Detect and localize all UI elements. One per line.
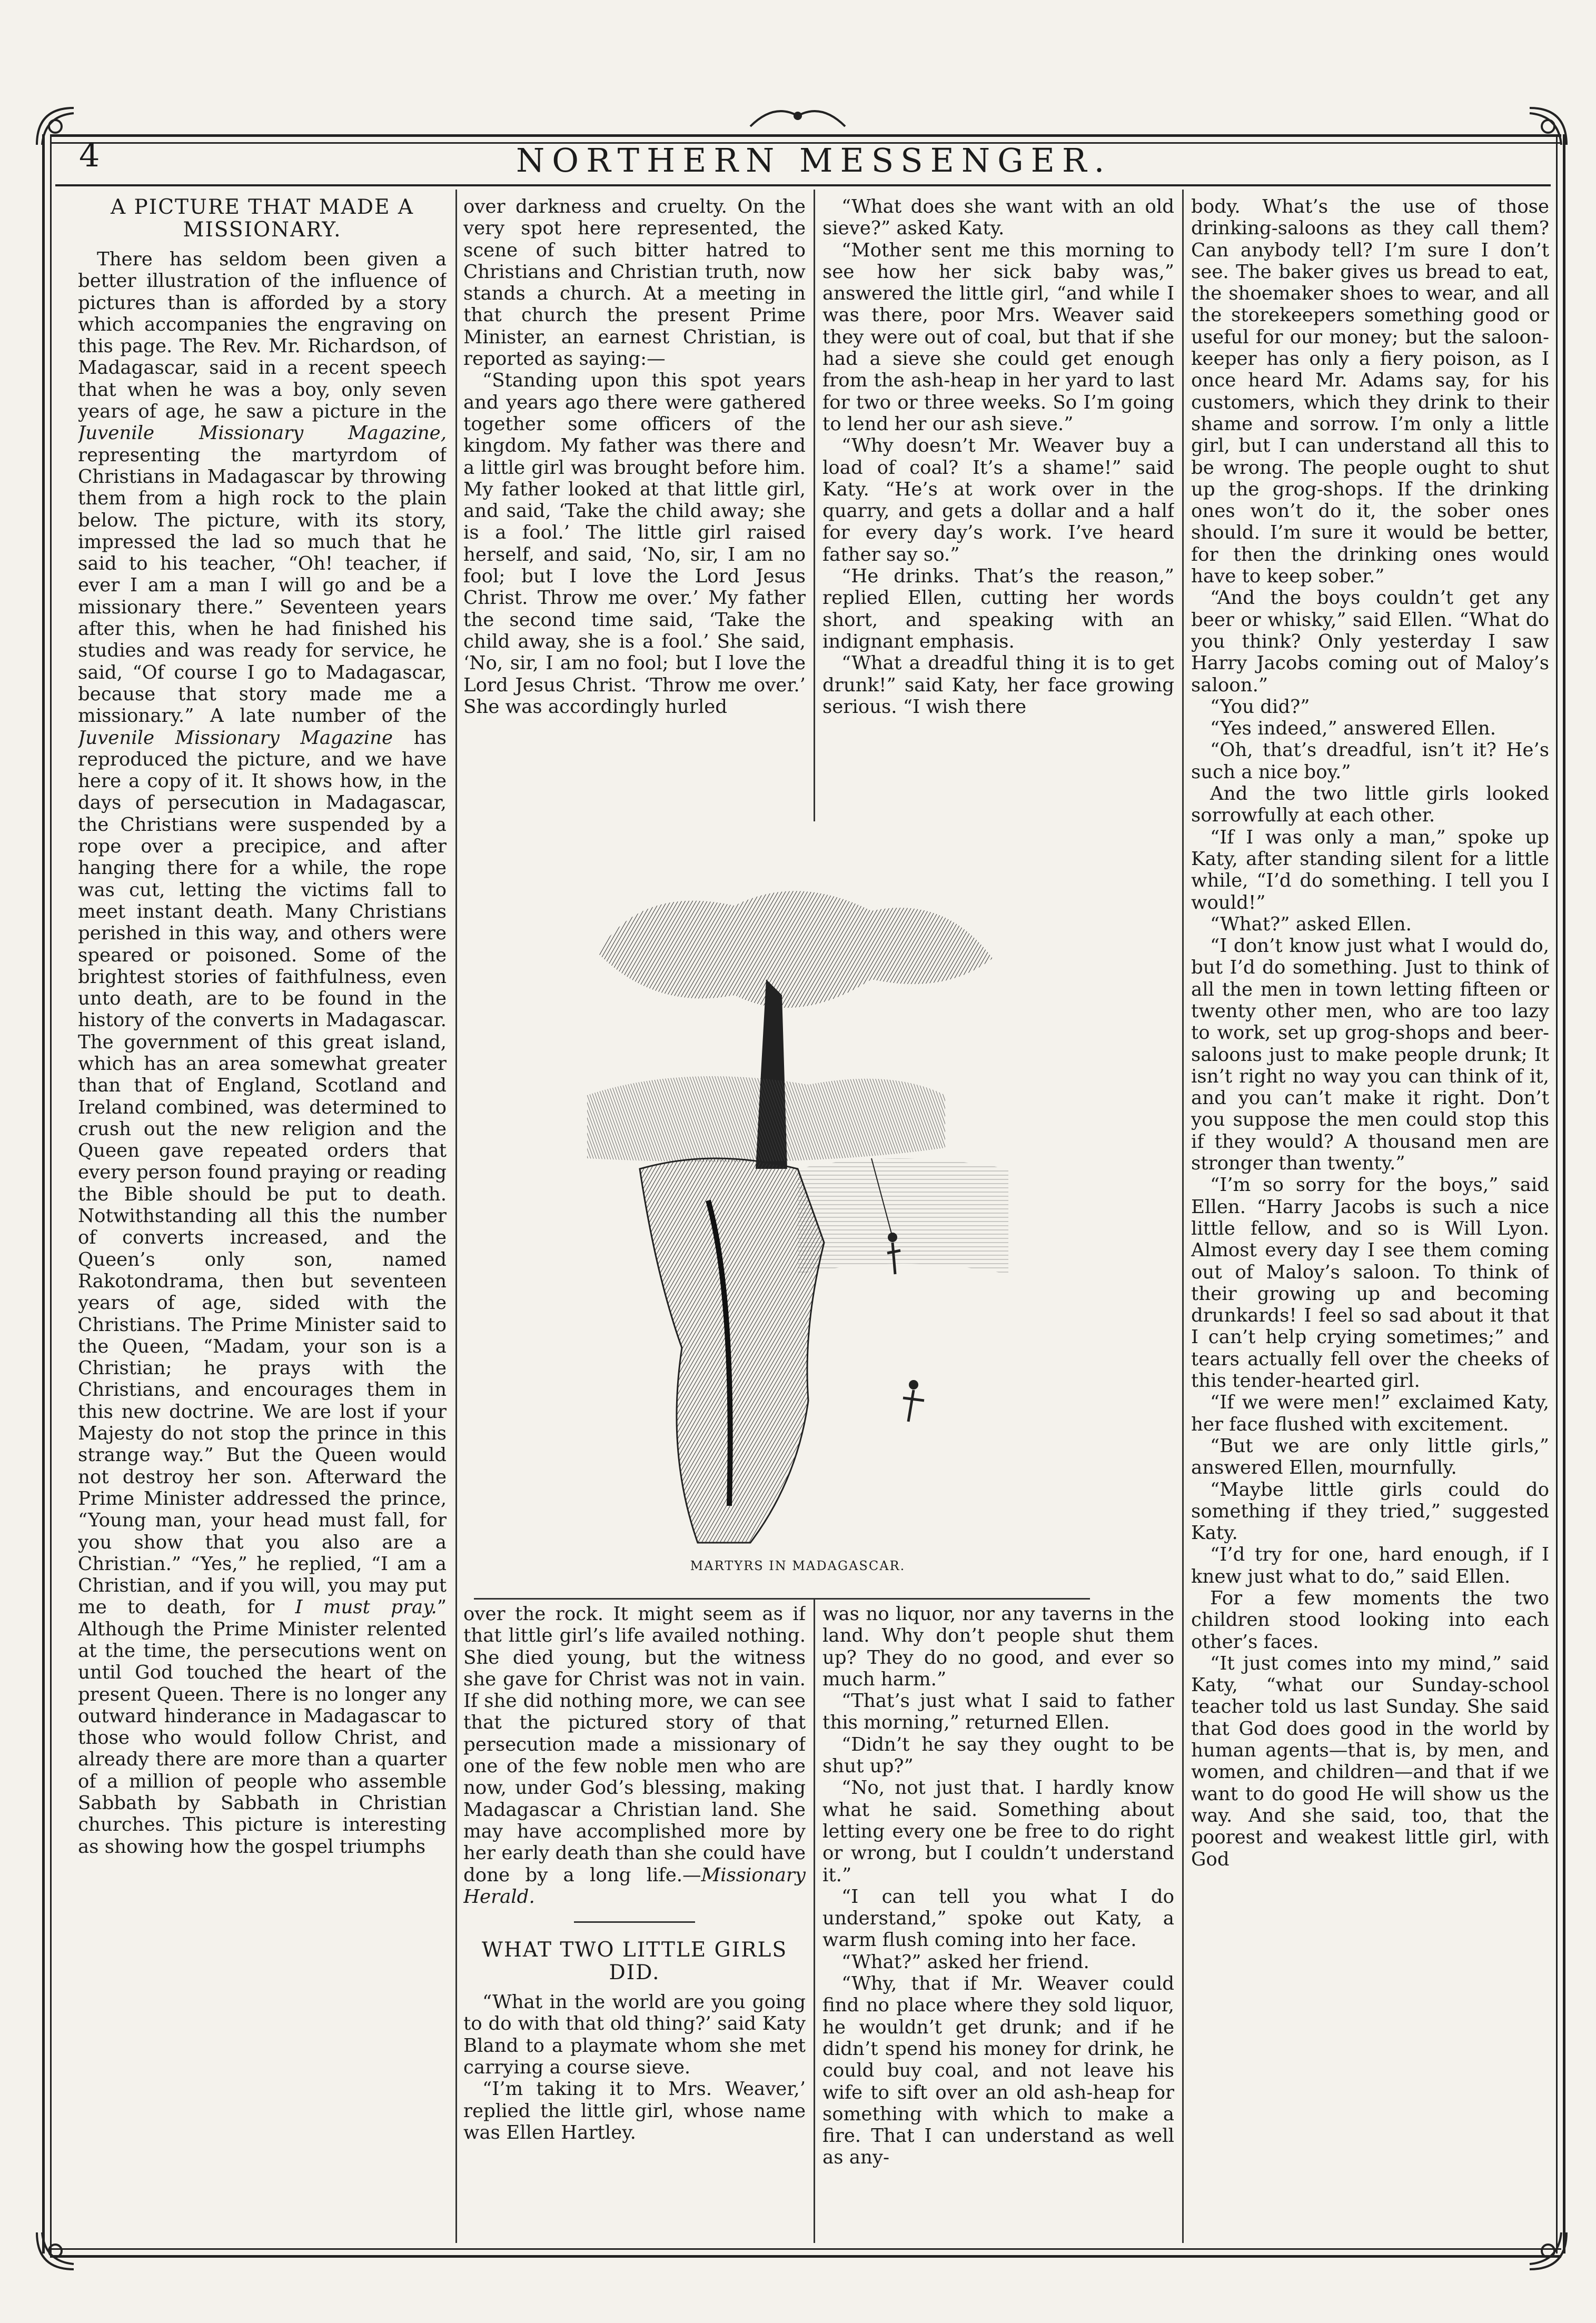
story-paragraph: “Why doesn’t Mr. Weaver buy a load of coal? It’s a shame!” said Katy. “He’s at work over in the quarry, and gets a dollar and a half for every day’s work. I’ve heard father say so.” <box>822 435 1174 565</box>
story-paragraph: “What a dreadful thing it is to get drunk!” said Katy, her face growing serious. “I wish there <box>822 652 1174 718</box>
story-paragraph: “Didn’t he say they ought to be shut up?” <box>822 1733 1174 1778</box>
story-paragraph: “You did?” <box>1210 696 1310 718</box>
masthead-title: NORTHERN MESSENGER. <box>516 141 1112 180</box>
story-paragraph: “He drinks. That’s the reason,” replied Ellen, cutting her words short, and speaking with an indignant emphasis. <box>822 565 1174 652</box>
story-paragraph: “What?” asked Ellen. <box>1210 913 1412 935</box>
corner-ornament-top-left <box>32 103 79 150</box>
column-3-bottom <box>822 1603 1174 2243</box>
left-border <box>42 134 52 2253</box>
story-paragraph: “I’m so sorry for the boys,” said Ellen. “Harry Jacobs is such a nice little fellow, and so is Will Lyon. Almost every day I see them coming out of Maloy’s saloon. To think of their growing up and becoming drunkards! I feel so sad about it that I can’t help crying sometimes;” and tears actually fell over the cheeks of this tender-hearted girl. <box>1191 1174 1549 1392</box>
column-rule-3 <box>1182 190 1184 2243</box>
article-paragraph: There has seldom been given a better illustration of the influence of pictures than is afforded by a story which accompanies the engraving on this page. The Rev. Mr. Richardson, of Madagascar, said in a recent speech that when he was a boy, only seven years of age, he saw a picture in the Juvenile Missionary Magazine, representing the martyrdom of Christians in Madagascar by throwing them from a high rock to the plain below. The picture, with its story, impressed the lad so much that he said to his teacher, “Oh! teacher, if ever I am a man I will go and be a missionary there.” Seventeen years after this, when he had finished his studies and was ready for service, he said, “Of course I go to Madagascar, because that story made me a missionary.” A late number of the Juvenile Missionary Magazine has reproduced the picture, and we have here a copy of it. It shows how, in the days of persecution in Madagascar, the Christians were suspended by a rope over a precipice, and after hanging there for a while, the rope was cut, letting the victims fall to meet instant death. Many Christians perished in this way, and others were speared or poisoned. Some of the brightest stories of faithfulness, even unto death, are to be found in the history of the converts in Madagascar. The government of this great island, which has an area somewhat greater than that of England, Scotland and Ireland combined, was determined to crush out the new religion and the Queen gave repeated orders that every person found praying or reading the Bible should be put to death. Notwithstanding all this the number of converts increased, and the Queen’s only son, named Rakotondrama, then but seventeen years of age, sided with the Christians. The Prime Minister said to the Queen, “Madam, your son is a Christian; he prays with the Christians, and encourages them in this new doctrine. We are lost if your Majesty do not stop the prince in this strange way.” But the Queen would not destroy her son. Afterward the Prime Minister addressed the prince, “Young man, your head must fall, for you show that you also are a Christian.” “Yes,” he replied, “I am a Christian, and if you will, you may put me to death, for I must pray.” Although the Prime Minister relented at the time, the persecutions went on until God touched the heart of the present Queen. There is no longer any outward hinderance in Madagascar to those who would follow Christ, and already there are more than a quarter of a million of people who assemble Sabbath by Sabbath in Christian churches. This picture is interesting as showing how the gospel triumphs <box>78 249 447 1858</box>
article-continuation: over the rock. It might seem as if that little girl’s life availed nothing. She died young, but the witness she gave for Christ was not in vain. If she did nothing more, we can see that the pictured story of that persecution made a missionary of one of the few noble men who are now, under God’s blessing, making Madagascar a Christian land. She may have accomplished more by her early death than she could have done by a long life.—Missionary Herald. <box>463 1603 806 1908</box>
story-paragraph: “I’d try for one, hard enough, if I knew just what to do,” said Ellen. <box>1191 1544 1549 1587</box>
top-center-ornament <box>748 100 848 129</box>
section-divider <box>574 1921 695 1923</box>
page-number: 4 <box>79 136 100 174</box>
story-paragraph: For a few moments the two children stood looking into each other’s faces. <box>1191 1587 1549 1653</box>
story-paragraph: “But we are only little girls,” answered Ellen, mournfully. <box>1191 1435 1549 1479</box>
story-paragraph: “And the boys couldn’t get any beer or whisky,” said Ellen. “What do you think? Only yesterday I saw Harry Jacobs coming out of Maloy’s saloon.” <box>1191 587 1549 696</box>
story-paragraph: body. What’s the use of those drinking-saloons as they call them? Can anybody tell? I’m sure I don’t see. The baker gives us bread to eat, the shoemaker shoes to wear, and all the storekeepers something good or useful for our money; but the saloon-keeper has only a fiery poison, as I once heard Mr. Adams say, for his customers, which they drink to their shame and sorrow. I’m only a little girl, but I can understand all this to be wrong. The people ought to shut up the grog-shops. If the drinking ones won’t do it, the sober ones should. I’m sure it would be better, for then the drinking ones would have to keep sober.” <box>1191 196 1549 588</box>
martyrs-engraving-illustration <box>577 874 1019 1551</box>
illustration-caption: MARTYRS IN MADAGASCAR. <box>690 1558 906 1573</box>
right-border <box>1556 134 1565 2253</box>
header-rule <box>55 184 1551 186</box>
column-rule-2-top <box>814 190 815 821</box>
column-3-top <box>822 196 1174 817</box>
column-2-bottom <box>463 1603 806 2243</box>
story-paragraph: And the two little girls looked sorrowfully at each other. <box>1191 783 1549 827</box>
column-1 <box>78 196 447 2239</box>
story-paragraph: “Why, that if Mr. Weaver could find no place where they sold liquor, he wouldn’t get drunk; and if he didn’t spend his money for drink, he could buy coal, and not leave his wife to sift over an old ash-heap for something with which to make a fire. That I can understand as well as any- <box>822 1973 1174 2169</box>
article-quote: “Standing upon this spot years and years ago there were gathered together some officers of the kingdom. My father was there and a little girl was brought before him. My father looked at that little girl, and said, ‘Take the child away; she is a fool.’ The little girl raised herself, and said, ‘No, sir, I am no fool; but I love the Lord Jesus Christ. Throw me over.’ My father the second time said, ‘Take the child away, she is a fool.’ She said, ‘No, sir, I am no fool; but I love the Lord Jesus Christ. ‘Throw me over.’ She was accordingly hurled <box>463 370 806 718</box>
column-rule-1 <box>455 190 457 2243</box>
story-paragraph: “If we were men!” exclaimed Katy, her face flushed with excitement. <box>1191 1392 1549 1435</box>
story-paragraph: was no liquor, nor any taverns in the land. Why don’t people shut them up? They do no good, and ever so much harm.” <box>822 1603 1174 1690</box>
story-paragraph: “It just comes into my mind,” said Katy, “what our Sunday-school teacher told us last Sunday. She said that God does good in the world by human agents—that is, by men, and women, and children—and that if we want to do good He will show us the way. And she said, too, that the poorest and weakest little girl, with God <box>1191 1652 1549 1870</box>
attribution: Missionary Herald. <box>463 1864 806 1908</box>
story-paragraph: “Oh, that’s dreadful, isn’t it? He’s such a nice boy.” <box>1191 739 1549 783</box>
column-2-top <box>463 196 806 817</box>
story-paragraph: “I don’t know just what I would do, but I’d do something. Just to think of all the men in town letting fifteen or twenty other men, who are too lazy to work, set up grog-shops and beer-saloons just to make people drunk; It isn’t right no way you can think of it, and you can’t make it right. Don’t you suppose the men could stop this if they would? A thousand men are stronger than twenty.” <box>1191 935 1549 1175</box>
story-paragraph: “That’s just what I said to father this morning,” returned Ellen. <box>822 1690 1174 1734</box>
story-paragraph: “If I was only a man,” spoke up Katy, after standing silent for a little while, “I’d do something. I tell you I would!” <box>1191 826 1549 914</box>
article-title-two-girls: WHAT TWO LITTLE GIRLS DID. <box>481 1938 788 1985</box>
article-title-picture-missionary: A PICTURE THAT MADE A MISSIONARY. <box>110 196 414 242</box>
column-rule-2-bottom <box>814 1598 815 2243</box>
story-paragraph: “I can tell you what I do understand,” spoke out Katy, a warm flush coming into her face. <box>822 1885 1174 1951</box>
story-paragraph: “I’m taking it to Mrs. Weaver,’ replied the little girl, whose name was Ellen Hartley. <box>463 2078 806 2143</box>
bottom-border <box>50 2248 1561 2258</box>
column-4 <box>1191 196 1549 2239</box>
story-paragraph: “Mother sent me this morning to see how her sick baby was,” answered the little girl, “and while I was there, poor Mrs. Weaver said they were out of coal, but that if she had a sieve she could get enough from the ash-heap in her yard to last for two or three weeks. So I’m going to lend her our ash sieve.” <box>822 239 1174 435</box>
story-paragraph: “What in the world are you going to do with that old thing?’ said Katy Bland to a playmate whom she met carrying a course sieve. <box>463 1991 806 2079</box>
corner-ornament-top-right <box>1524 103 1572 150</box>
article-continuation: over darkness and cruelty. On the very spot here represented, the scene of such bitter hatred to Christians and Christian truth, now stands a church. At a meeting in that church the present Prime Minister, an earnest Christian, is reported as saying:— <box>463 196 806 370</box>
story-paragraph: “What?” asked her friend. <box>841 1951 1089 1973</box>
illustration-bottom-rule <box>474 1598 1090 1600</box>
corner-ornament-bottom-left <box>32 2227 79 2275</box>
story-paragraph: “Yes indeed,” answered Ellen. <box>1210 718 1496 740</box>
story-paragraph: “Maybe little girls could do something if they tried,” suggested Katy. <box>1191 1478 1549 1544</box>
story-paragraph: “What does she want with an old sieve?” asked Katy. <box>822 196 1174 240</box>
story-paragraph: “No, not just that. I hardly know what he said. Something about letting every one be free to do right or wrong, but I couldn’t understand it.” <box>822 1777 1174 1886</box>
